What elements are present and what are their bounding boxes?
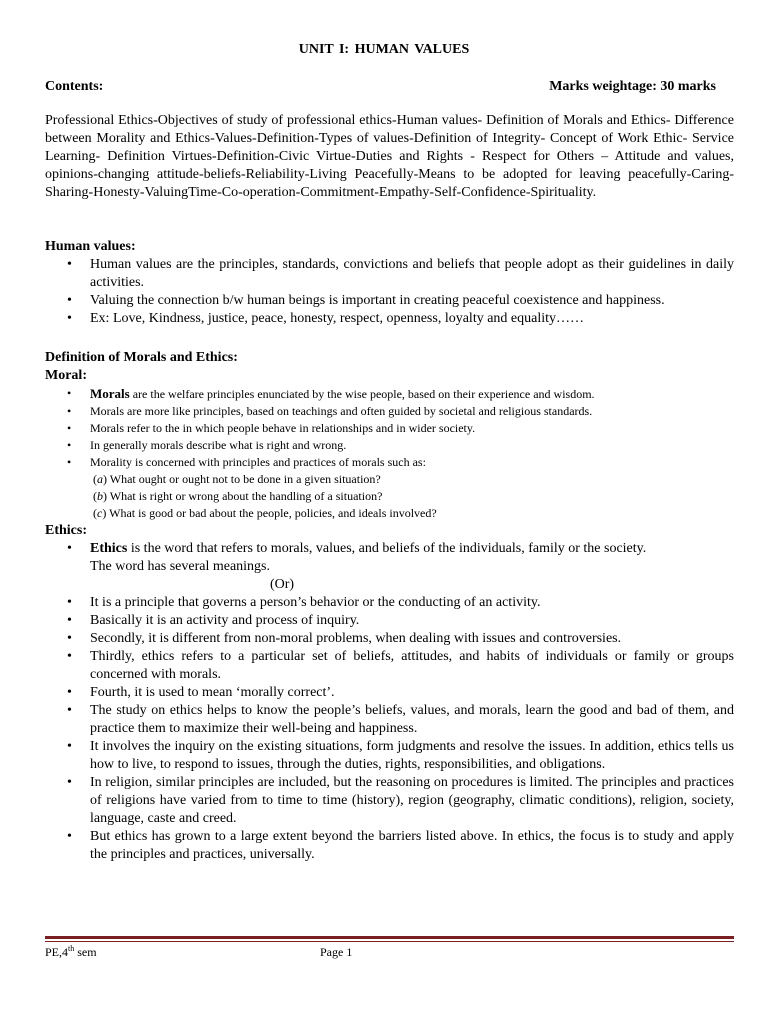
page-title: UNIT I: HUMAN VALUES	[298, 42, 470, 57]
or-separator: (Or)	[270, 577, 295, 592]
ethics-list	[45, 540, 734, 576]
list-item: • But ethics has grown to a large extent beyond the barriers listed above. In ethics, the focus is to study and apply the principles and practices, universally.	[45, 828, 734, 864]
marks-weightage: Marks weightage: 30 marks	[549, 79, 716, 94]
footer-rule-thick	[45, 936, 734, 939]
list-item: • Fourth, it is used to mean ‘morally correct’.	[45, 684, 734, 702]
ethics-term: Ethics	[90, 541, 128, 556]
human-values-list	[45, 256, 734, 328]
morals-term: Morals	[90, 386, 130, 401]
moral-list	[45, 385, 734, 471]
moral-heading: Moral:	[45, 368, 87, 383]
morals-ethics-section	[45, 349, 734, 864]
moral-sub-item: (a) What ought or ought not to be done in a given situation?	[93, 472, 381, 486]
contents-row	[45, 78, 716, 96]
footer-rule-thin	[45, 941, 734, 942]
list-item: • Morals refer to the in which people behave in relationships and in wider society.	[45, 420, 734, 437]
list-item: • Morality is concerned with principles and practices of morals such as:	[45, 454, 734, 471]
list-item: • Human values are the principles, standards, convictions and beliefs that people adopt as their guidelines in daily activities.	[45, 256, 734, 292]
list-item: • Basically it is an activity and process of inquiry.	[45, 612, 734, 630]
list-item: • Morals are more like principles, based on teachings and often guided by societal and religious standards.	[45, 403, 734, 420]
list-item: • In generally morals describe what is right and wrong.	[45, 437, 734, 454]
ethics-meanings-note: The word has several meanings.	[90, 559, 270, 574]
page-number: Page 1	[320, 945, 353, 959]
moral-sub-item: (b) What is right or wrong about the handling of a situation?	[93, 489, 383, 503]
footer-course: PE,4th sem	[45, 944, 97, 959]
ethics-list-continued	[45, 594, 734, 864]
contents-label: Contents:	[45, 79, 104, 94]
morals-definition: are the welfare principles enunciated by the wise people, based on their experience and wisdom.	[129, 387, 595, 401]
list-item: • It involves the inquiry on the existing situations, form judgments and resolve the issues. In addition, ethics tells us how to live, to respond to issues, through the duties, rights, responsibilities, and obligations.	[45, 738, 734, 774]
list-item: • Ex: Love, Kindness, justice, peace, honesty, respect, openness, loyalty and equality……	[45, 310, 734, 328]
intro-paragraph: Professional Ethics-Objectives of study of professional ethics-Human values- Definition of Morals and Ethics- Difference between Morality and Ethics-Values-Definition-Types of values-Definition of Integrity- Concept of Work Ethic- Service Learning- Definition Virtues-Definition-Civic Virtue-Duties and Rights - Respect for Others – Attitude and values, opinions-changing attitude-beliefs-Reliability-Living Peacefully-Means to be adopted for leaving peacefully-Caring-Sharing-Honesty-ValuingTime-Co-operation-Commitment-Empathy-Self-Confidence-Spirituality.	[45, 113, 734, 200]
list-item	[45, 385, 734, 403]
list-item: • Secondly, it is different from non-moral problems, when dealing with issues and controversies.	[45, 630, 734, 648]
human-values-heading: Human values:	[45, 239, 136, 254]
human-values-section	[45, 238, 734, 328]
moral-sub-item: (c) What is good or bad about the people, policies, and ideals involved?	[93, 506, 437, 520]
ethics-heading: Ethics:	[45, 523, 87, 538]
list-item: • Valuing the connection b/w human beings is important in creating peaceful coexistence and happiness.	[45, 292, 734, 310]
list-item	[45, 540, 734, 576]
ethics-definition: is the word that refers to morals, values, and beliefs of the individuals, family or the society.	[127, 541, 647, 556]
morals-ethics-heading: Definition of Morals and Ethics:	[45, 350, 238, 365]
list-item: • Thirdly, ethics refers to a particular set of beliefs, attitudes, and habits of individuals or family or groups concerned with morals.	[45, 648, 734, 684]
list-item: • In religion, similar principles are included, but the reasoning on procedures is limited. The principles and practices of religions have varied from to time to time (history), region (geography, climatic conditions), religion, society, language, caste and creed.	[45, 774, 734, 828]
list-item: • It is a principle that governs a person’s behavior or the conducting of an activity.	[45, 594, 734, 612]
list-item: • The study on ethics helps to know the people’s beliefs, values, and morals, learn the good and bad of them, and practice them to maximize their well-being and happiness.	[45, 702, 734, 738]
